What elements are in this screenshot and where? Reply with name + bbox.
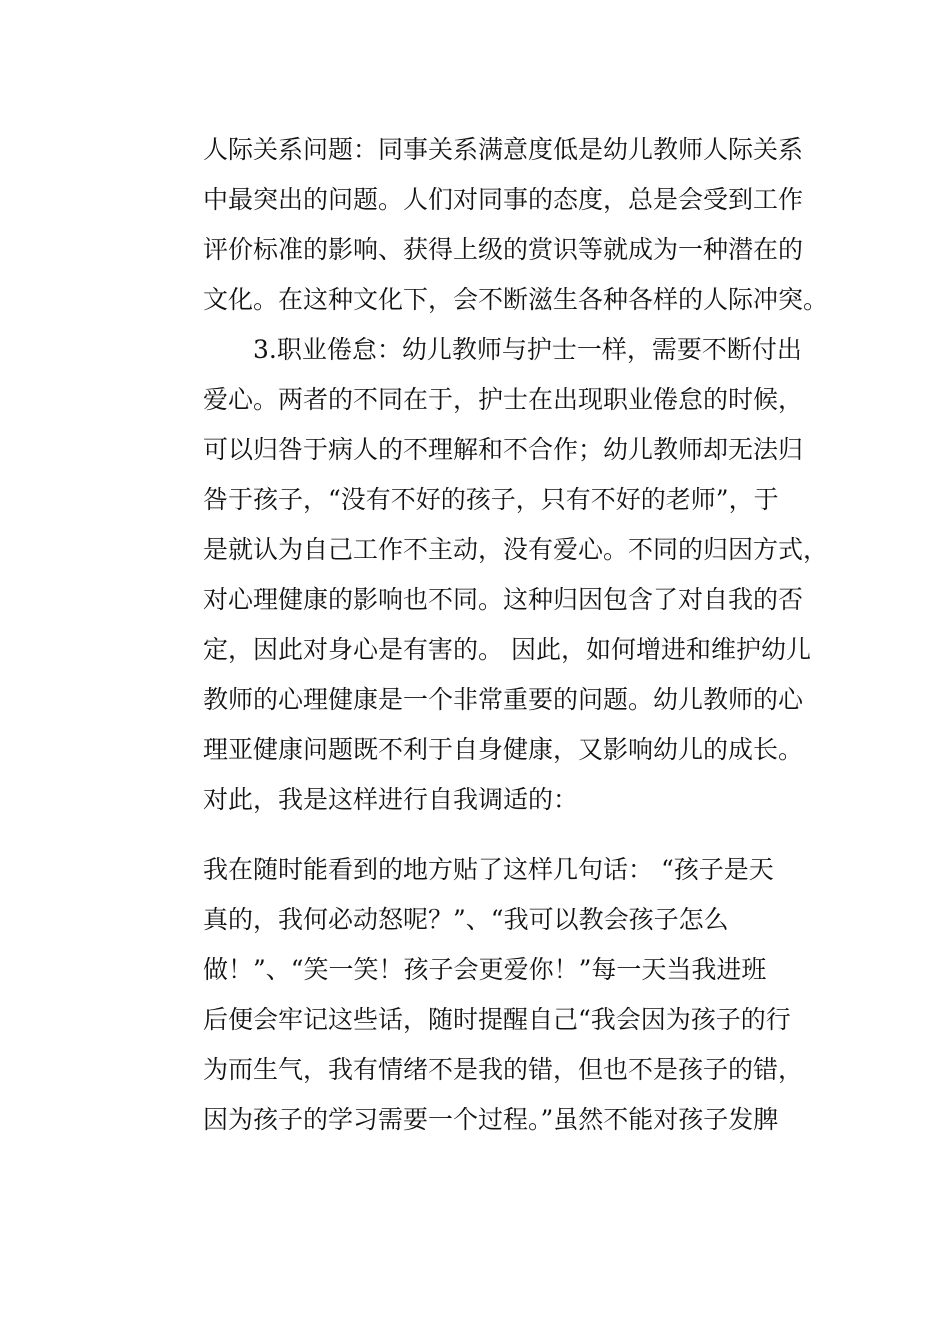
text-line: 我在随时能看到的地方贴了这样几句话： “孩子是天 (203, 855, 774, 884)
text-line: 定，因此对身心是有害的。 因此，如何增进和维护幼儿 (203, 635, 811, 664)
text-line: 理亚健康问题既不利于自身健康，又影响幼儿的成长。 (203, 735, 804, 764)
text-line: 因为孩子的学习需要一个过程。”虽然不能对孩子发脾 (203, 1105, 779, 1134)
text-line: 评价标准的影响、获得上级的赏识等就成为一种潜在的 (203, 235, 804, 264)
text-line: 后便会牢记这些话，随时提醒自己“我会因为孩子的行 (203, 1005, 791, 1034)
text-line: 爱心。两者的不同在于，护士在出现职业倦怠的时候， (203, 385, 804, 414)
text-line: 为而生气，我有情绪不是我的错，但也不是孩子的错， (203, 1055, 804, 1084)
text-line: 对此，我是这样进行自我调适的： (203, 785, 579, 814)
text-line: 对心理健康的影响也不同。这种归因包含了对自我的否 (203, 585, 804, 614)
text-line: 可以归咎于病人的不理解和不合作；幼儿教师却无法归 (203, 435, 804, 464)
text-line: 人际关系问题：同事关系满意度低是幼儿教师人际关系 (203, 135, 804, 164)
text-line: 文化。在这种文化下，会不断滋生各种各样的人际冲突。 (203, 285, 829, 314)
text-line: 是就认为自己工作不主动，没有爱心。不同的归因方式， (203, 535, 829, 564)
text-line: 咎于孩子，“没有不好的孩子，只有不好的老师”，于 (203, 485, 779, 514)
text-line: 3.职业倦怠：幼儿教师与护士一样，需要不断付出 (253, 335, 802, 364)
text-line: 中最突出的问题。人们对同事的态度，总是会受到工作 (203, 185, 804, 214)
text-line: 教师的心理健康是一个非常重要的问题。幼儿教师的心 (203, 685, 804, 714)
text-line: 真的，我何必动怒呢？”、“我可以教会孩子怎么 (203, 905, 729, 934)
text-line: 做！”、“笑一笑！孩子会更爱你！”每一天当我进班 (203, 955, 767, 984)
